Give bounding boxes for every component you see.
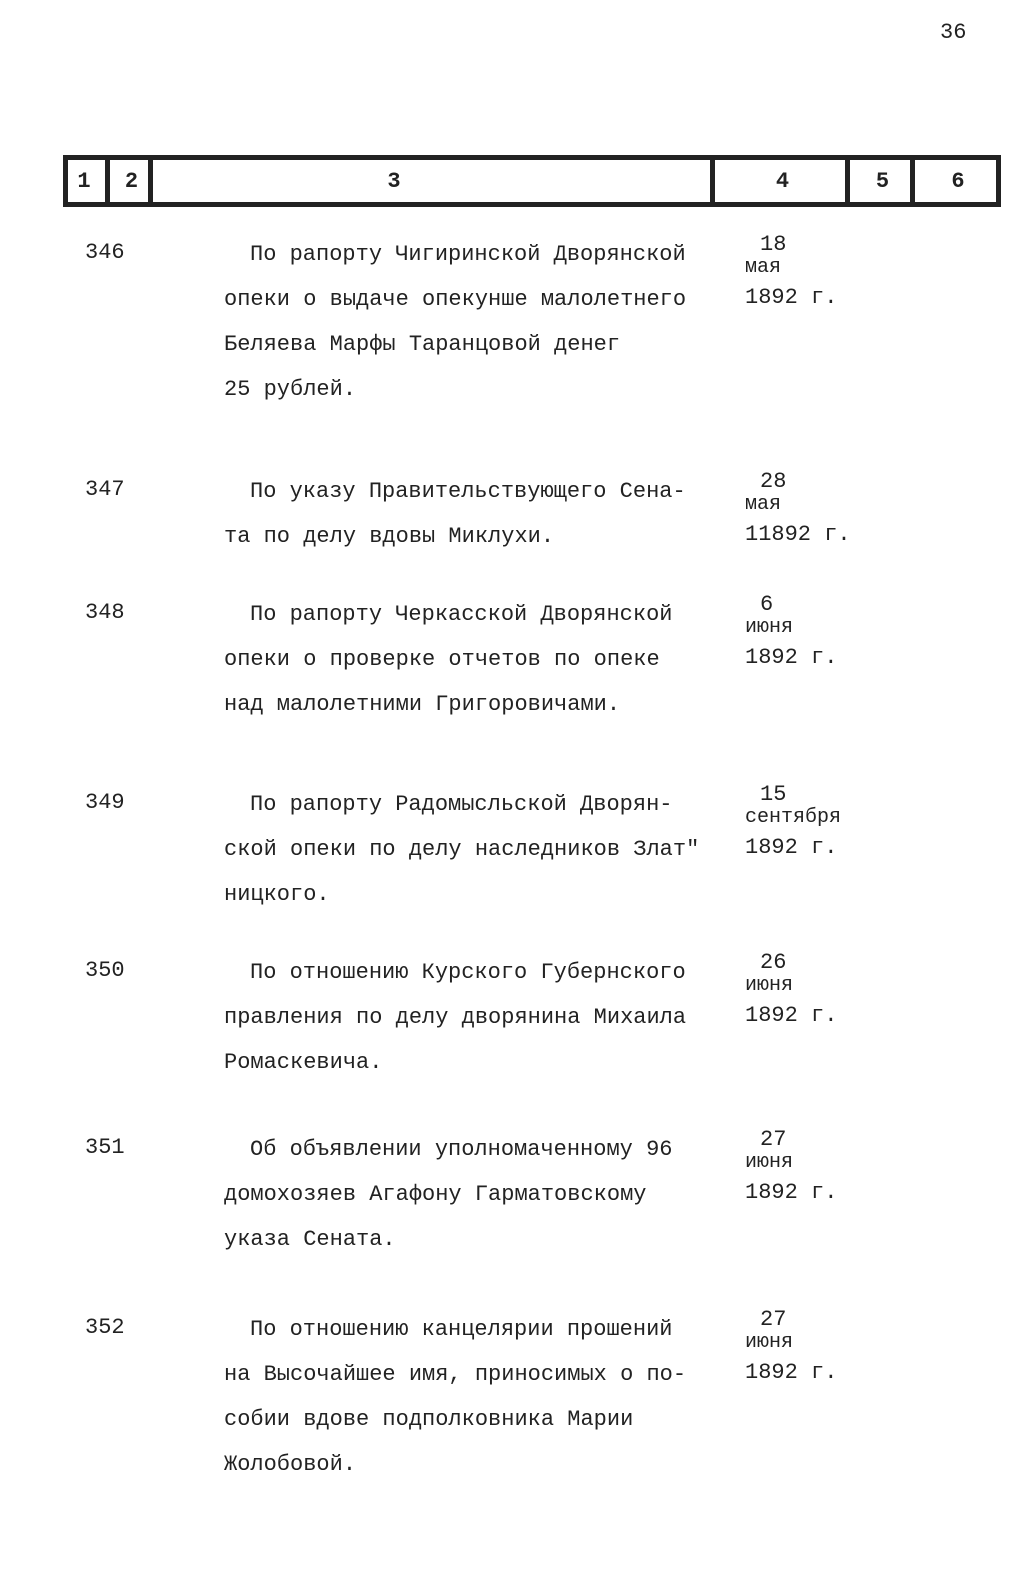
text-line: По отношению канцелярии прошений [250, 1317, 673, 1342]
text-line: Об объявлении уполномаченному 96 [250, 1137, 673, 1162]
text-line: домохозяев Агафону Гарматовскому [224, 1182, 647, 1207]
date-month: сентября [745, 806, 842, 829]
entry-date [745, 592, 837, 678]
text-line: на Высочайшее имя, приносимых о по- [224, 1362, 687, 1387]
entry-text [224, 592, 724, 727]
entry-number: 350 [85, 958, 125, 983]
text-line: ской опеки по делу наследников Злат" [224, 837, 700, 862]
date-month: мая [745, 256, 782, 279]
text-line: По отношению Курского Губернского [250, 960, 686, 985]
text-line: По рапорту Чигиринской Дворянской [250, 242, 686, 267]
entry-text [224, 950, 724, 1085]
date-year: 1892 г. [745, 1360, 838, 1385]
date-year: 1892 г. [745, 835, 838, 860]
entry-number: 348 [85, 600, 125, 625]
page-number: 36 [940, 20, 967, 45]
text-line: По рапорту Черкасской Дворянской [250, 602, 673, 627]
text-line: над малолетними Григоровичами. [224, 692, 621, 717]
column-2: 2 [105, 160, 153, 202]
column-6: 6 [910, 160, 1001, 202]
text-line: опеки о выдаче опекунше малолетнего [224, 287, 687, 312]
text-line: Беляева Марфы Таранцовой денег [224, 332, 621, 357]
date-year: 11892 г. [745, 522, 851, 547]
entry-number: 352 [85, 1315, 125, 1340]
entry-date [745, 1307, 837, 1393]
text-line: собии вдове подполковника Марии [224, 1407, 634, 1432]
text-line: правления по делу дворянина Михаила [224, 1005, 687, 1030]
date-year: 1892 г. [745, 645, 838, 670]
text-line: та по делу вдовы Миклухи. [224, 524, 555, 549]
entry-text [224, 1307, 724, 1487]
entry-text [224, 469, 724, 559]
entry-date [745, 782, 841, 868]
date-day: 26 [760, 950, 787, 975]
entry-text [224, 232, 724, 412]
date-day: 15 [760, 782, 787, 807]
entry-number: 349 [85, 790, 125, 815]
entry-text [224, 1127, 724, 1262]
date-day: 28 [760, 469, 787, 494]
text-line: Ромаскевича. [224, 1050, 383, 1075]
date-month: июня [745, 616, 794, 639]
date-month: июня [745, 1151, 794, 1174]
entry-date [745, 1127, 837, 1213]
date-year: 1892 г. [745, 1180, 838, 1205]
column-header [63, 155, 1001, 207]
entry-number: 347 [85, 477, 125, 502]
column-5: 5 [845, 160, 915, 202]
date-year: 1892 г. [745, 285, 838, 310]
column-1: 1 [77, 168, 91, 194]
date-month: июня [745, 1331, 794, 1354]
date-day: 18 [760, 232, 787, 257]
text-line: 25 рублей. [224, 377, 357, 402]
text-line: опеки о проверке отчетов по опеке [224, 647, 660, 672]
column-3: 3 [148, 160, 635, 202]
text-line: ницкого. [224, 882, 330, 907]
entry-date [745, 950, 837, 1036]
date-day: 6 [760, 592, 774, 617]
entry-date [745, 232, 837, 318]
date-day: 27 [760, 1307, 787, 1332]
text-line: По указу Правительствующего Сена- [250, 479, 686, 504]
date-year: 1892 г. [745, 1003, 838, 1028]
entry-date [745, 469, 851, 555]
entry-number: 346 [85, 240, 125, 265]
text-line: Жолобовой. [224, 1452, 357, 1477]
entry-number: 351 [85, 1135, 125, 1160]
date-month: июня [745, 974, 794, 997]
date-day: 27 [760, 1127, 787, 1152]
column-4: 4 [710, 160, 850, 202]
text-line: По рапорту Радомысльской Дворян- [250, 792, 673, 817]
entry-text [224, 782, 724, 917]
text-line: указа Сената. [224, 1227, 396, 1252]
date-month: мая [745, 493, 782, 516]
